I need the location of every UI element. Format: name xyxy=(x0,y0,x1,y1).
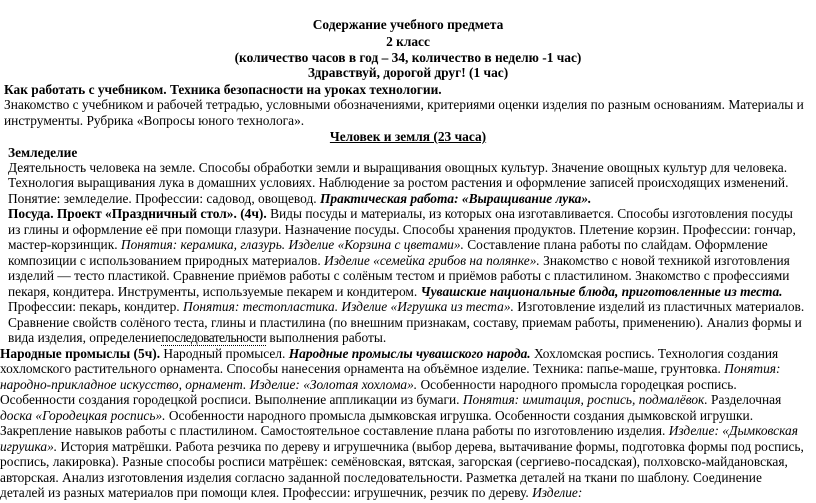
concepts-italic: Понятия: имитация, роспись, подмалёвок. xyxy=(462,392,708,408)
paragraph-text: последовательности xyxy=(161,330,267,346)
paragraph-text: хохломского растительного орнамента. Способы нанесения орнамента на объёмное изделие. Техника: папье-маше, грунтовка. xyxy=(0,361,721,377)
paragraph-text: Особенности создания городецкой росписи. Выполнение аппликации из бумаги. xyxy=(0,392,460,408)
item-italic: игрушка». xyxy=(0,438,58,454)
paragraph-text: Закрепление навыков работы с пластилином. Самостоятельное составление плана работы по изготовлению изделия. xyxy=(0,423,666,439)
paragraph-line: роспись, лакировка). Разные способы росписи матрёшек: семёновская, вятская, загорская (сергиево-посадская), полховско-майдановская, xyxy=(0,454,788,469)
paragraph-text: пекаря, кондитера. Инструменты, используемые пекарем и кондитером. xyxy=(8,283,418,299)
paragraph-text: Народный промысел. xyxy=(163,345,286,361)
paragraph-text: Разделочная xyxy=(711,392,782,408)
project-heading: Посуда. Проект «Праздничный стол». xyxy=(8,206,237,222)
concepts-italic: Понятия: керамика, глазурь. Изделие «Корзина с цветами». xyxy=(120,237,464,253)
paragraph-line xyxy=(0,439,816,456)
paragraph-text: Профессии: пекарь, кондитер. xyxy=(8,299,180,315)
subsection-heading: Земледелие xyxy=(8,144,78,160)
paragraph-line xyxy=(0,377,816,394)
paragraph-text: Знакомство с новой техникой изготовления xyxy=(543,252,790,268)
chuvash-crafts-bold: Народные промыслы чувашского народа. xyxy=(288,345,531,361)
paragraph-text: Составление плана работы по слайдам. Оформление xyxy=(467,237,768,253)
practical-work-title: Практическая работа: «Выращивание лука». xyxy=(319,190,592,206)
paragraph-line xyxy=(8,206,816,223)
item-italic: Изделие: «Дымковская xyxy=(668,423,798,439)
grade-label: 2 класс xyxy=(386,34,430,50)
paragraph-line xyxy=(0,361,816,378)
concepts-italic: народно-прикладное искусство, орнамент. Изделие: «Золотая хохлома». xyxy=(0,376,418,392)
paragraph-text: История матрёшки. Работа резчика по дереву и игрушечника (выбор дерева, вытачивание формы, подготовка формы под роспись, xyxy=(60,438,804,454)
paragraph-text: выполнения работы. xyxy=(269,330,387,346)
paragraph-line: Деятельность человека на земле. Способы обработки земли и выращивания овощных культур. Значение овощных культур для человека. xyxy=(8,159,788,175)
paragraph-text: деталей из разных материалов при помощи клея. Профессии: игрушечник, резчик по дереву. xyxy=(0,485,529,500)
paragraph-line: Сравнение свойств солёного теста, глины и пластилина (по внешним признакам, составу, приемам работы, применению). Анализ формы и xyxy=(8,314,802,330)
intro-heading: Как работать с учебником. Техника безопасности на уроках технологии. xyxy=(4,81,442,97)
paragraph-line xyxy=(0,392,816,409)
paragraph-line: авторская. Анализ изготовления изделия согласно заданной последовательности. Разметка деталей на ткани по шаблону. Соединение xyxy=(0,469,762,485)
hours-info: (количество часов в год – 34, количество в неделю -1 час) xyxy=(234,49,582,65)
paragraph-text: мастер-корзинщик. xyxy=(8,237,118,253)
paragraph-line xyxy=(0,423,816,440)
paragraph-line xyxy=(8,284,816,301)
paragraph-line xyxy=(0,485,816,502)
item-italic: доска «Городецкая роспись». xyxy=(0,407,166,423)
intro-text-line: Знакомство с учебником и рабочей тетрадью, условными обозначениями, критериями оценки изделия по разным основаниям. Материалы и xyxy=(4,97,804,113)
intro-text-line: инструменты. Рубрика «Вопросы юного технолога». xyxy=(4,112,305,128)
paragraph-line xyxy=(8,330,816,347)
document-title: Содержание учебного предмета xyxy=(312,17,504,32)
paragraph-line xyxy=(0,346,816,363)
paragraph-text: Виды посуды и материалы, из которых она изготавливается. Способы изготовления посуды xyxy=(270,206,793,222)
crafts-heading: Народные промыслы (5ч). xyxy=(0,345,161,361)
section-title: Человек и земля (23 часа) xyxy=(329,129,487,144)
paragraph-text: Хохломская роспись. Технология создания xyxy=(533,345,779,361)
paragraph-line xyxy=(8,253,816,270)
paragraph-text: Изготовление изделий из пластичных материалов. xyxy=(517,299,805,315)
greeting-heading: Здравствуй, дорогой друг! (1 час) xyxy=(307,65,509,81)
concepts-italic: Понятия: тестопластика. Изделие «Игрушка из теста». xyxy=(183,299,514,315)
chuvash-dishes-bold: Чувашские национальные блюда, приготовленные из теста. xyxy=(420,283,783,299)
paragraph-line: изделий — тесто пластикой. Сравнение приёмов работы с солёным тестом и приёмов работы с пластилином. Знакомство с профессиями xyxy=(8,268,790,284)
paragraph-text: Особенности народного промысла городецкая роспись. xyxy=(420,376,737,392)
concept-text: Понятие: земледелие. Профессии: садовод, овощевод. xyxy=(8,190,317,206)
paragraph-line xyxy=(8,299,816,316)
paragraph-line: Технология выращивания лука в домашних условиях. Наблюдение за ростом растения и оформление записей происходящих изменений. xyxy=(8,175,789,191)
paragraph-text: Особенности народного промысла дымковская игрушка. Особенности создания дымковской игрушки. xyxy=(168,407,754,423)
paragraph-text: вида изделия, определение xyxy=(8,330,162,346)
paragraph-line xyxy=(0,408,816,425)
paragraph-line xyxy=(8,237,816,254)
concepts-italic: Понятия: xyxy=(724,361,781,377)
paragraph-line: из глины и оформление её при помощи глазури. Назначение посуды. Способы хранения продуктов. Плетение корзин. Профессии: гончар, xyxy=(8,221,796,237)
item-italic: Изделие: xyxy=(532,485,583,500)
project-hours: (4ч). xyxy=(240,206,267,222)
paragraph-line xyxy=(8,191,816,208)
item-italic: Изделие «семейка грибов на полянке». xyxy=(324,252,540,268)
paragraph-text: композиции с использованием природных материалов. xyxy=(8,252,321,268)
